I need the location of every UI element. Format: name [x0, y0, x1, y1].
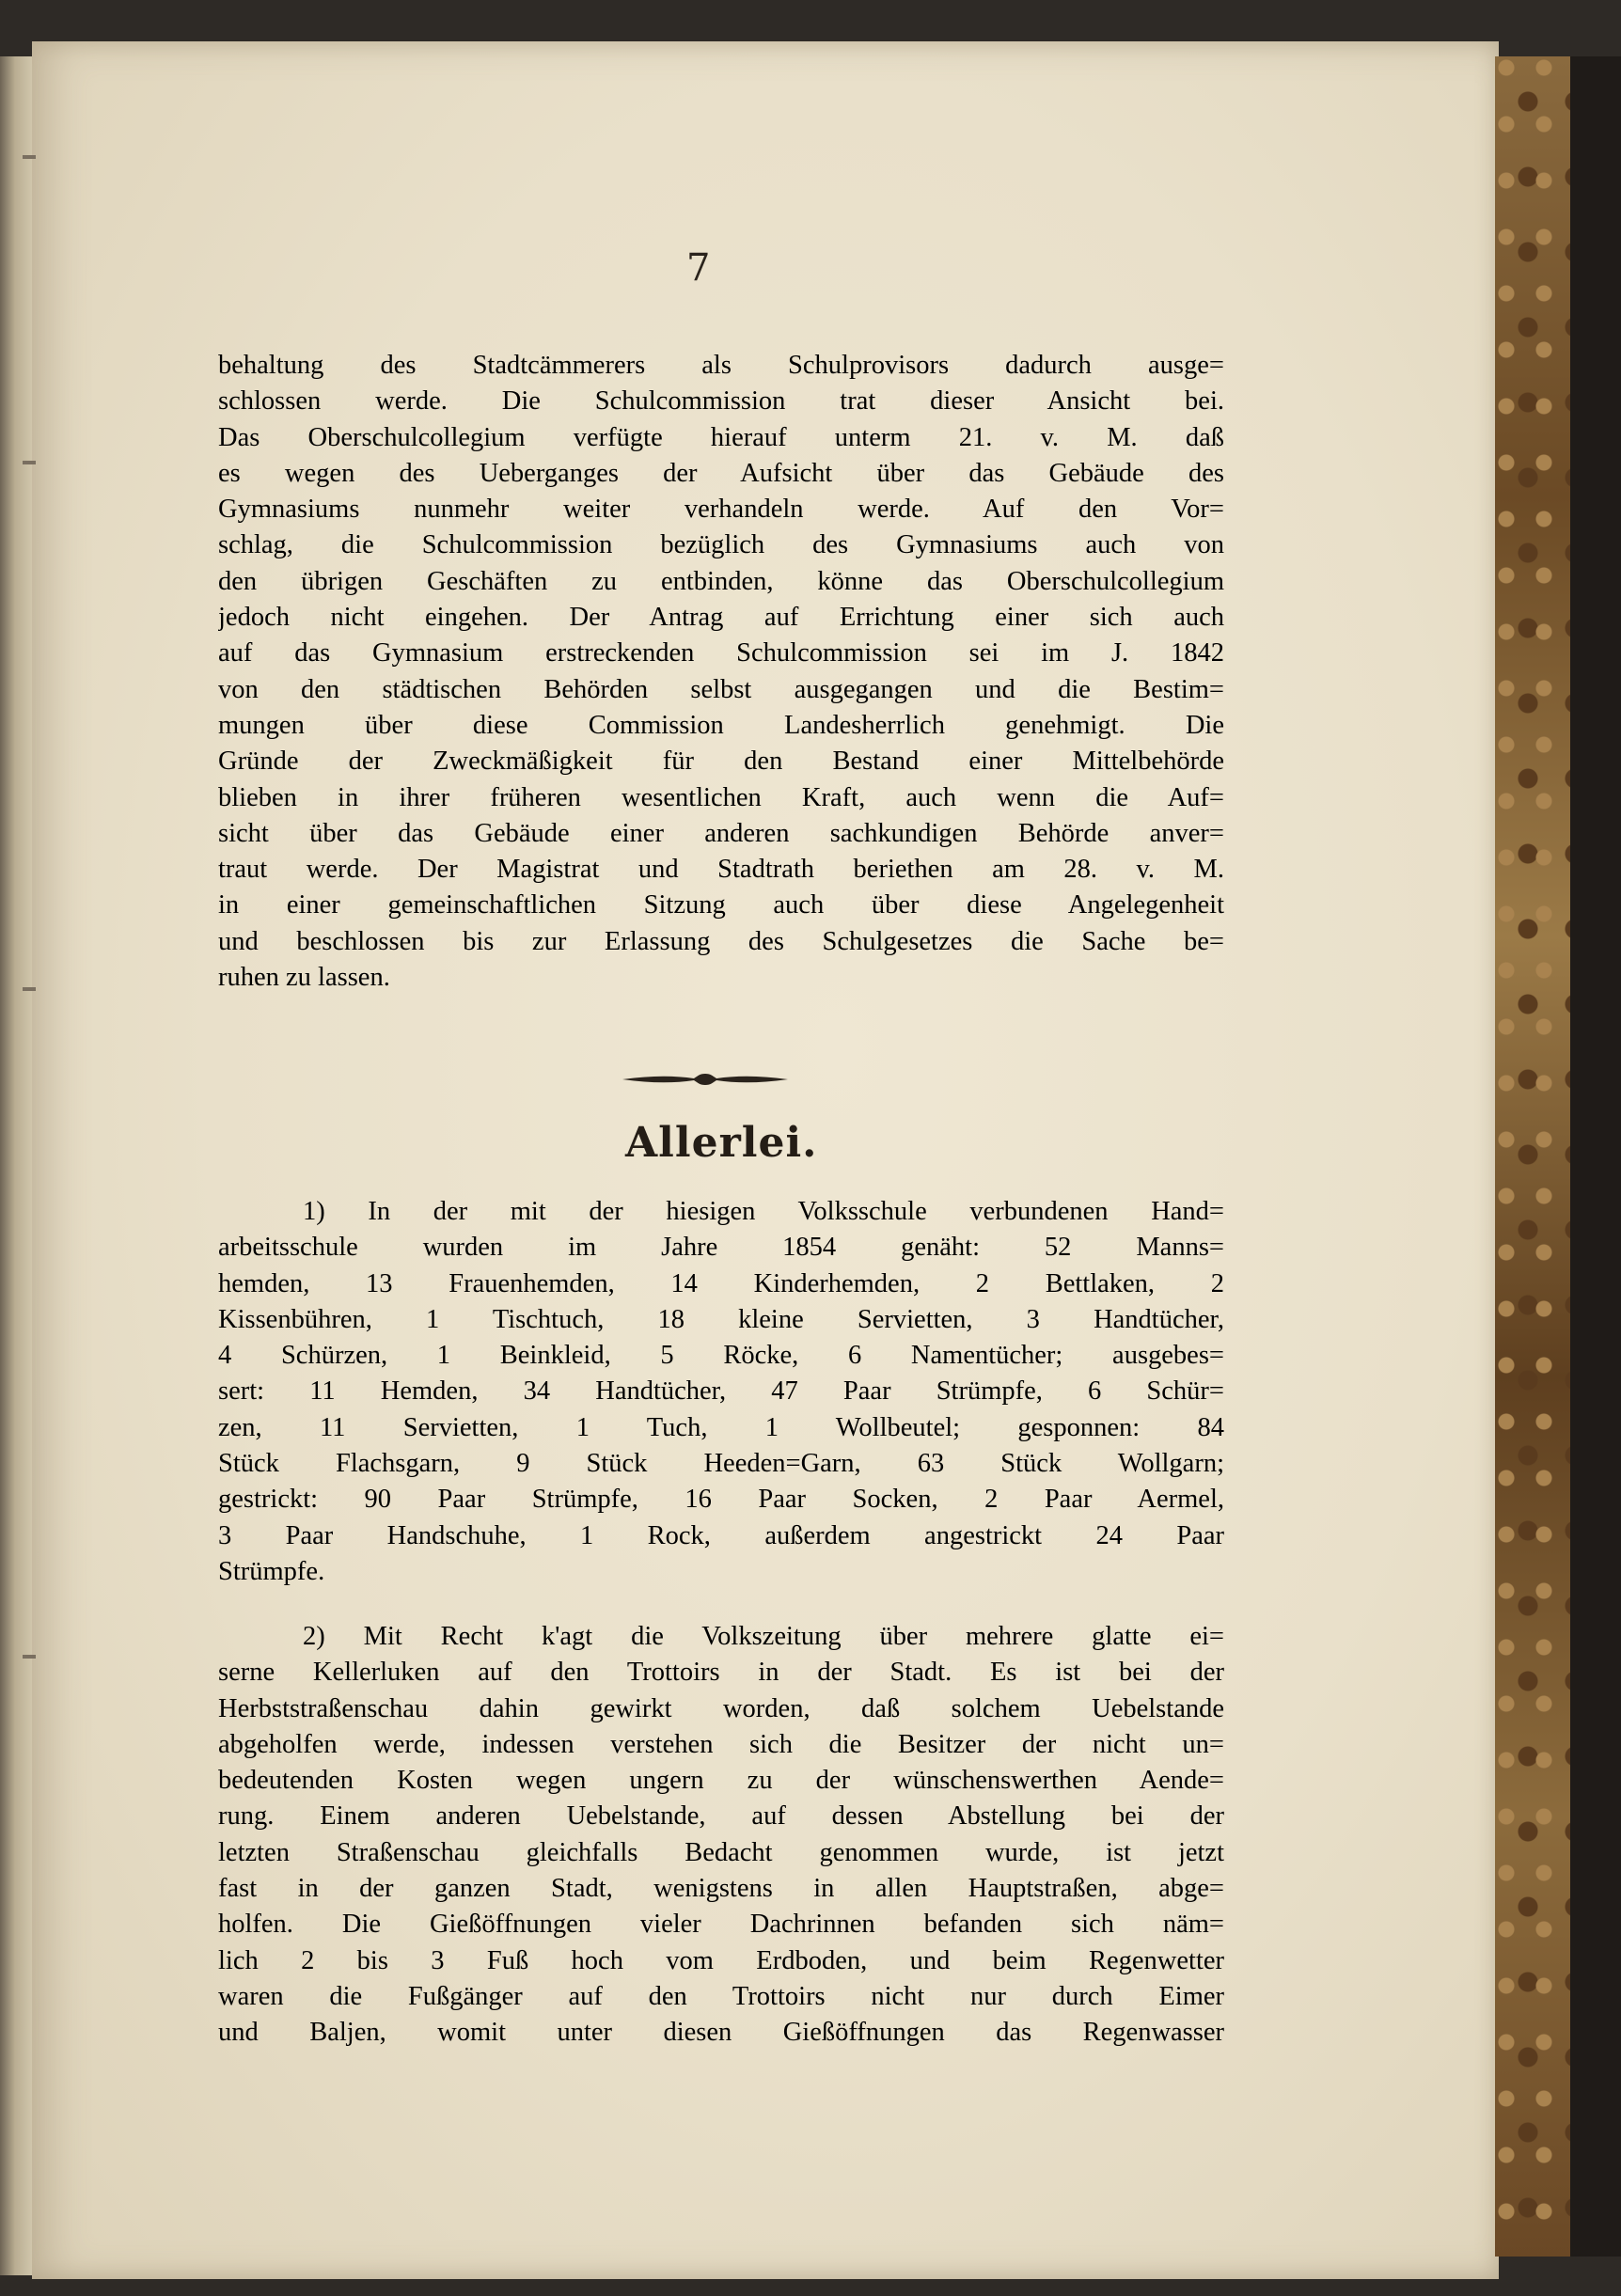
- paragraph-school-administration: [218, 348, 1224, 996]
- text-line: arbeitsschule wurden im Jahre 1854 genäht: 52 Manns=: [218, 1233, 1224, 1263]
- page-number: 7: [686, 246, 711, 290]
- text-line: in einer gemeinschaftlichen Sitzung auch über diese Angelegenheit: [218, 890, 1224, 920]
- text-line: den übrigen Geschäften zu entbinden, könne das Oberschulcollegium: [218, 566, 1224, 596]
- text-line: rung. Einem anderen Uebelstande, auf dessen Abstellung bei der: [218, 1801, 1224, 1832]
- text-line: jedoch nicht eingehen. Der Antrag auf Errichtung einer sich auch: [218, 603, 1224, 633]
- binding-stitch: [23, 155, 36, 159]
- text-line: 2) Mit Recht k'agt die Volkszeitung über mehrere glatte ei=: [303, 1622, 1224, 1651]
- text-line: Kissenbühren, 1 Tischtuch, 18 kleine Servietten, 3 Handtücher,: [218, 1304, 1224, 1334]
- text-line: bedeutenden Kosten wegen ungern zu der wünschenswerthen Aende=: [218, 1766, 1224, 1796]
- text-line: serne Kellerluken auf den Trottoirs in der Stadt. Es ist bei der: [218, 1658, 1224, 1688]
- text-line: Stück Flachsgarn, 9 Stück Heeden=Garn, 63 Stück Wollgarn;: [218, 1449, 1224, 1479]
- text-line: fast in der ganzen Stadt, wenigstens in allen Hauptstraßen, abge=: [218, 1874, 1224, 1904]
- binding-stitch: [23, 1655, 36, 1659]
- text-line: schlossen werde. Die Schulcommission trat dieser Ansicht bei.: [218, 386, 1224, 417]
- paragraph-cellar-hatches: [218, 1619, 1224, 2052]
- text-line: sicht über das Gebäude einer anderen sachkundigen Behörde anver=: [218, 818, 1224, 848]
- text-line: hemden, 13 Frauenhemden, 14 Kinderhemden, 2 Bettlaken, 2: [218, 1268, 1224, 1298]
- text-line: schlag, die Schulcommission bezüglich des Gymnasiums auch von: [218, 530, 1224, 560]
- text-line: Herbststraßenschau dahin gewirkt worden, daß solchem Uebelstande: [218, 1693, 1224, 1723]
- text-line: blieben in ihrer früheren wesentlichen Kraft, auch wenn die Auf=: [218, 782, 1224, 812]
- text-line: Gymnasiums nunmehr weiter verhandeln werde. Auf den Vor=: [218, 495, 1224, 525]
- text-line: 3 Paar Handschuhe, 1 Rock, außerdem angestrickt 24 Paar: [218, 1520, 1224, 1550]
- ornamental-divider: [621, 1068, 790, 1091]
- text-line: auf das Gymnasium erstreckenden Schulcommission sei im J. 1842: [218, 638, 1224, 668]
- binding-stitch: [23, 987, 36, 991]
- text-line: behaltung des Stadtcämmerers als Schulprovisors dadurch ausge=: [218, 351, 1224, 380]
- text-line: ruhen zu lassen.: [218, 963, 390, 993]
- text-line: gestrickt: 90 Paar Strümpfe, 16 Paar Socken, 2 Paar Aermel,: [218, 1485, 1224, 1515]
- text-line: von den städtischen Behörden selbst ausgegangen und die Bestim=: [218, 674, 1224, 704]
- section-heading: Allerlei.: [625, 1119, 818, 1167]
- text-line: und beschlossen bis zur Erlassung des Schulgesetzes die Sache be=: [218, 926, 1224, 956]
- text-line: es wegen des Ueberganges der Aufsicht über das Gebäude des: [218, 458, 1224, 488]
- text-line: Gründe der Zweckmäßigkeit für den Bestand einer Mittelbehörde: [218, 747, 1224, 777]
- background-shadow: [1570, 56, 1621, 2257]
- text-line: traut werde. Der Magistrat und Stadtrath beriethen am 28. v. M.: [218, 855, 1224, 885]
- text-line: Das Oberschulcollegium verfügte hierauf unterm 21. v. M. daß: [218, 422, 1224, 452]
- text-line: mungen über diese Commission Landesherrlich genehmigt. Die: [218, 710, 1224, 740]
- text-line: sert: 11 Hemden, 34 Handtücher, 47 Paar Strümpfe, 6 Schür=: [218, 1376, 1224, 1407]
- paragraph-needlework-school: [218, 1194, 1224, 1590]
- text-line: und Baljen, womit unter diesen Gießöffnungen das Regenwasser: [218, 2018, 1224, 2048]
- text-line: lich 2 bis 3 Fuß hoch vom Erdboden, und beim Regenwetter: [218, 1945, 1224, 1975]
- text-line: waren die Fußgänger auf den Trottoirs nicht nur durch Eimer: [218, 1981, 1224, 2011]
- text-line: 1) In der mit der hiesigen Volksschule verbundenen Hand=: [303, 1197, 1224, 1226]
- text-line: holfen. Die Gießöffnungen vieler Dachrinnen befanden sich näm=: [218, 1910, 1224, 1940]
- text-line: abgeholfen werde, indessen verstehen sich die Besitzer der nicht un=: [218, 1729, 1224, 1759]
- text-line: Strümpfe.: [218, 1556, 325, 1586]
- marbled-cover-edge: [1495, 56, 1570, 2257]
- binding-stitch: [23, 461, 36, 464]
- text-line: letzten Straßenschau gleichfalls Bedacht genommen wurde, ist jetzt: [218, 1837, 1224, 1867]
- text-line: 4 Schürzen, 1 Beinkleid, 5 Röcke, 6 Namentücher; ausgebes=: [218, 1341, 1224, 1371]
- text-line: zen, 11 Servietten, 1 Tuch, 1 Wollbeutel; gesponnen: 84: [218, 1412, 1224, 1442]
